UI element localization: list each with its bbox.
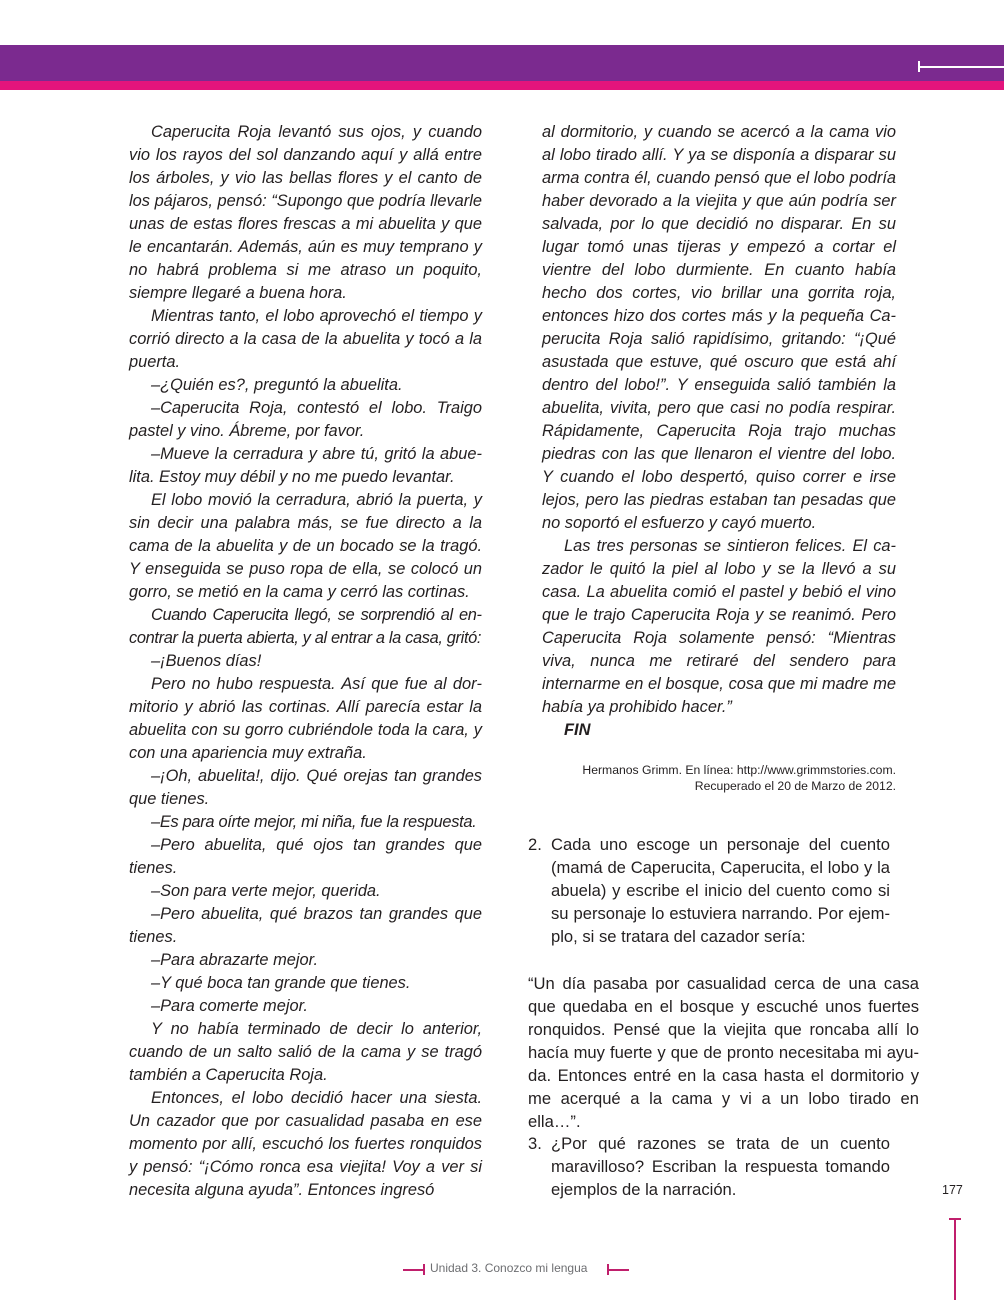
story-paragraph: –Y qué boca tan grande que tienes.	[151, 974, 411, 992]
footer-unit: Unidad 3.	[430, 1261, 482, 1275]
side-rule	[954, 1220, 956, 1300]
story-paragraph: –¿Quién es?, preguntó la abuelita.	[151, 376, 403, 394]
story-paragraph: –Pero abuelita, qué brazos tan grandes que tienes.	[129, 905, 482, 946]
story-paragraph: –¡Buenos días!	[151, 652, 262, 670]
activity-number: 3.	[528, 1134, 542, 1153]
story-paragraph: Entonces, el lobo decidió hacer una siesta. Un cazador que por casualidad pasaba en ese momento por allí, escuchó los fuertes ronquidos y pensó: “¡Cómo ronca esa viejita! Voy a ver si necesita alguna ayuda”. Entonces ingresó	[129, 1089, 482, 1199]
footer-label	[430, 1261, 587, 1275]
header-stripe	[0, 81, 1004, 90]
story-paragraph: –Para comerte mejor.	[151, 997, 308, 1015]
story-paragraph: Las tres personas se sintieron felices. El cazador le quitó la piel al lobo y se la llevó a su casa. La abuelita comió el pastel y bebió el vino que le trajo Caperucita Roja y se reanimó. Pero Caperucita Roja solamente pensó: “Mientras viva, nunca me retiraré del sendero para internarme en el bosque, cosa que mi madre me había ya prohibido hacer.”	[542, 537, 896, 716]
story-paragraph: al dormitorio, y cuando se acercó a la cama vio al lobo tirado allí. Y ya se disponía a disparar su arma contra él, cuando pensó que el lobo podría haber devorado a la viejita y que aún podría ser salvada, por lo que decidió no disparar. En su lugar tomó unas tijeras y empezó a cortar el vientre del lobo durmiente. En cuanto había hecho dos cortes, vio brillar una gorrita roja, entonces hizo dos cortes más y la pequeña Caperucita Roja salió rapidísimo, gritando: “¡Qué asustada que estuve, qué oscuro que está ahí dentro del lobo!”. Y enseguida salió también la abuelita, vivita, pero que casi no podía respirar. Rápidamente, Caperucita Roja trajo muchas piedras con las que llenaron el vientre del lobo. Y cuando el lobo despertó, quiso correr e irse lejos, pero las piedras estaban tan pesadas que no soportó el esfuerzo y cayó muerto.	[542, 123, 896, 532]
footer-rule-left-tick	[423, 1264, 425, 1275]
credit-line: Recuperado el 20 de Marzo de 2012.	[694, 779, 896, 793]
story-column-right	[542, 121, 896, 742]
source-credit	[542, 762, 896, 794]
header-band	[0, 45, 1004, 81]
example-quote: “Un día pasaba por casualidad cerca de una casa que quedaba en el bosque y escuché unos fuertes ronquidos. Pensé que la viejita que roncaba allí lo hacía muy fuerte y que de pronto necesitaba mi ayuda. Entonces entré en la casa hasta el dormitorio y me acerqué a la cama y vi a un lobo tirado en ella…”.	[528, 974, 919, 1131]
activity-text: Cada uno escoge un personaje del cuento (mamá de Caperucita, Caperucita, el lobo y la abuela) y escribe el inicio del cuento como si su personaje lo estuviera narrando. Por ejemplo, si se tratara del cazador sería:	[551, 835, 890, 946]
story-paragraph: –Son para verte mejor, querida.	[151, 882, 381, 900]
story-paragraph: –Pero abuelita, qué ojos tan grandes que tienes.	[129, 836, 482, 877]
footer-rule-right	[607, 1269, 629, 1271]
story-end-label: FIN	[564, 721, 591, 739]
activity-number: 2.	[528, 835, 542, 854]
story-paragraph: –Es para oírte mejor, mi niña, fue la respuesta.	[151, 813, 477, 831]
header-rule	[918, 66, 1004, 68]
story-paragraph: –Para abrazarte mejor.	[151, 951, 319, 969]
story-paragraph: –¡Oh, abuelita!, dijo. Qué orejas tan grandes que tienes.	[129, 767, 482, 808]
header-rule-tick	[918, 61, 920, 72]
footer-title: Conozco mi lengua	[484, 1261, 588, 1275]
story-paragraph: Cuando Caperucita llegó, se sorprendió al encontrar la puerta abierta, y al entrar a la casa, gritó:	[129, 606, 482, 647]
page-number: 177	[942, 1183, 963, 1197]
activity-text: ¿Por qué razones se trata de un cuento maravilloso? Escriban la respuesta tomando ejemplos de la narración.	[551, 1134, 890, 1199]
story-paragraph: Y no había terminado de decir lo anterior, cuando de un salto salió de la cama y se tragó también a Caperucita Roja.	[129, 1020, 482, 1084]
story-paragraph: Pero no hubo respuesta. Así que fue al dormitorio y abrió las cortinas. Allí parecía estar la abuelita con su gorro cubriéndole toda la cara, y con una apariencia muy extraña.	[129, 675, 482, 762]
story-paragraph: El lobo movió la cerradura, abrió la puerta, y sin decir una palabra más, se fue directo a la cama de la abuelita y de un bocado se la tragó. Y enseguida se puso ropa de ella, se colocó un gorro, se metió en la cama y cerró las cortinas.	[129, 491, 482, 601]
footer-rule-left	[403, 1269, 425, 1271]
footer	[0, 1261, 1004, 1277]
story-paragraph: –Caperucita Roja, contestó el lobo. Traigo pastel y vino. Ábreme, por favor.	[129, 399, 482, 440]
story-column-left	[129, 121, 482, 1202]
story-paragraph: –Mueve la cerradura y abre tú, gritó la abuelita. Estoy muy débil y no me puedo levantar.	[129, 445, 482, 486]
story-paragraph: Mientras tanto, el lobo aprovechó el tiempo y corrió directo a la casa de la abuelita y tocó a la puerta.	[129, 307, 482, 371]
credit-line: Hermanos Grimm. En línea: http://www.grimmstories.com.	[582, 763, 896, 777]
story-paragraph: Caperucita Roja levantó sus ojos, y cuando vio los rayos del sol danzando aquí y allá entre los árboles, y vio las bellas flores y el canto de los pájaros, pensó: “Supongo que podría llevarle unas de estas flores frescas a mi abuelita y que le encantarán. Además, aún es muy temprano y no habrá problema si me atraso un poquito, siempre llegaré a buena hora.	[129, 123, 482, 302]
